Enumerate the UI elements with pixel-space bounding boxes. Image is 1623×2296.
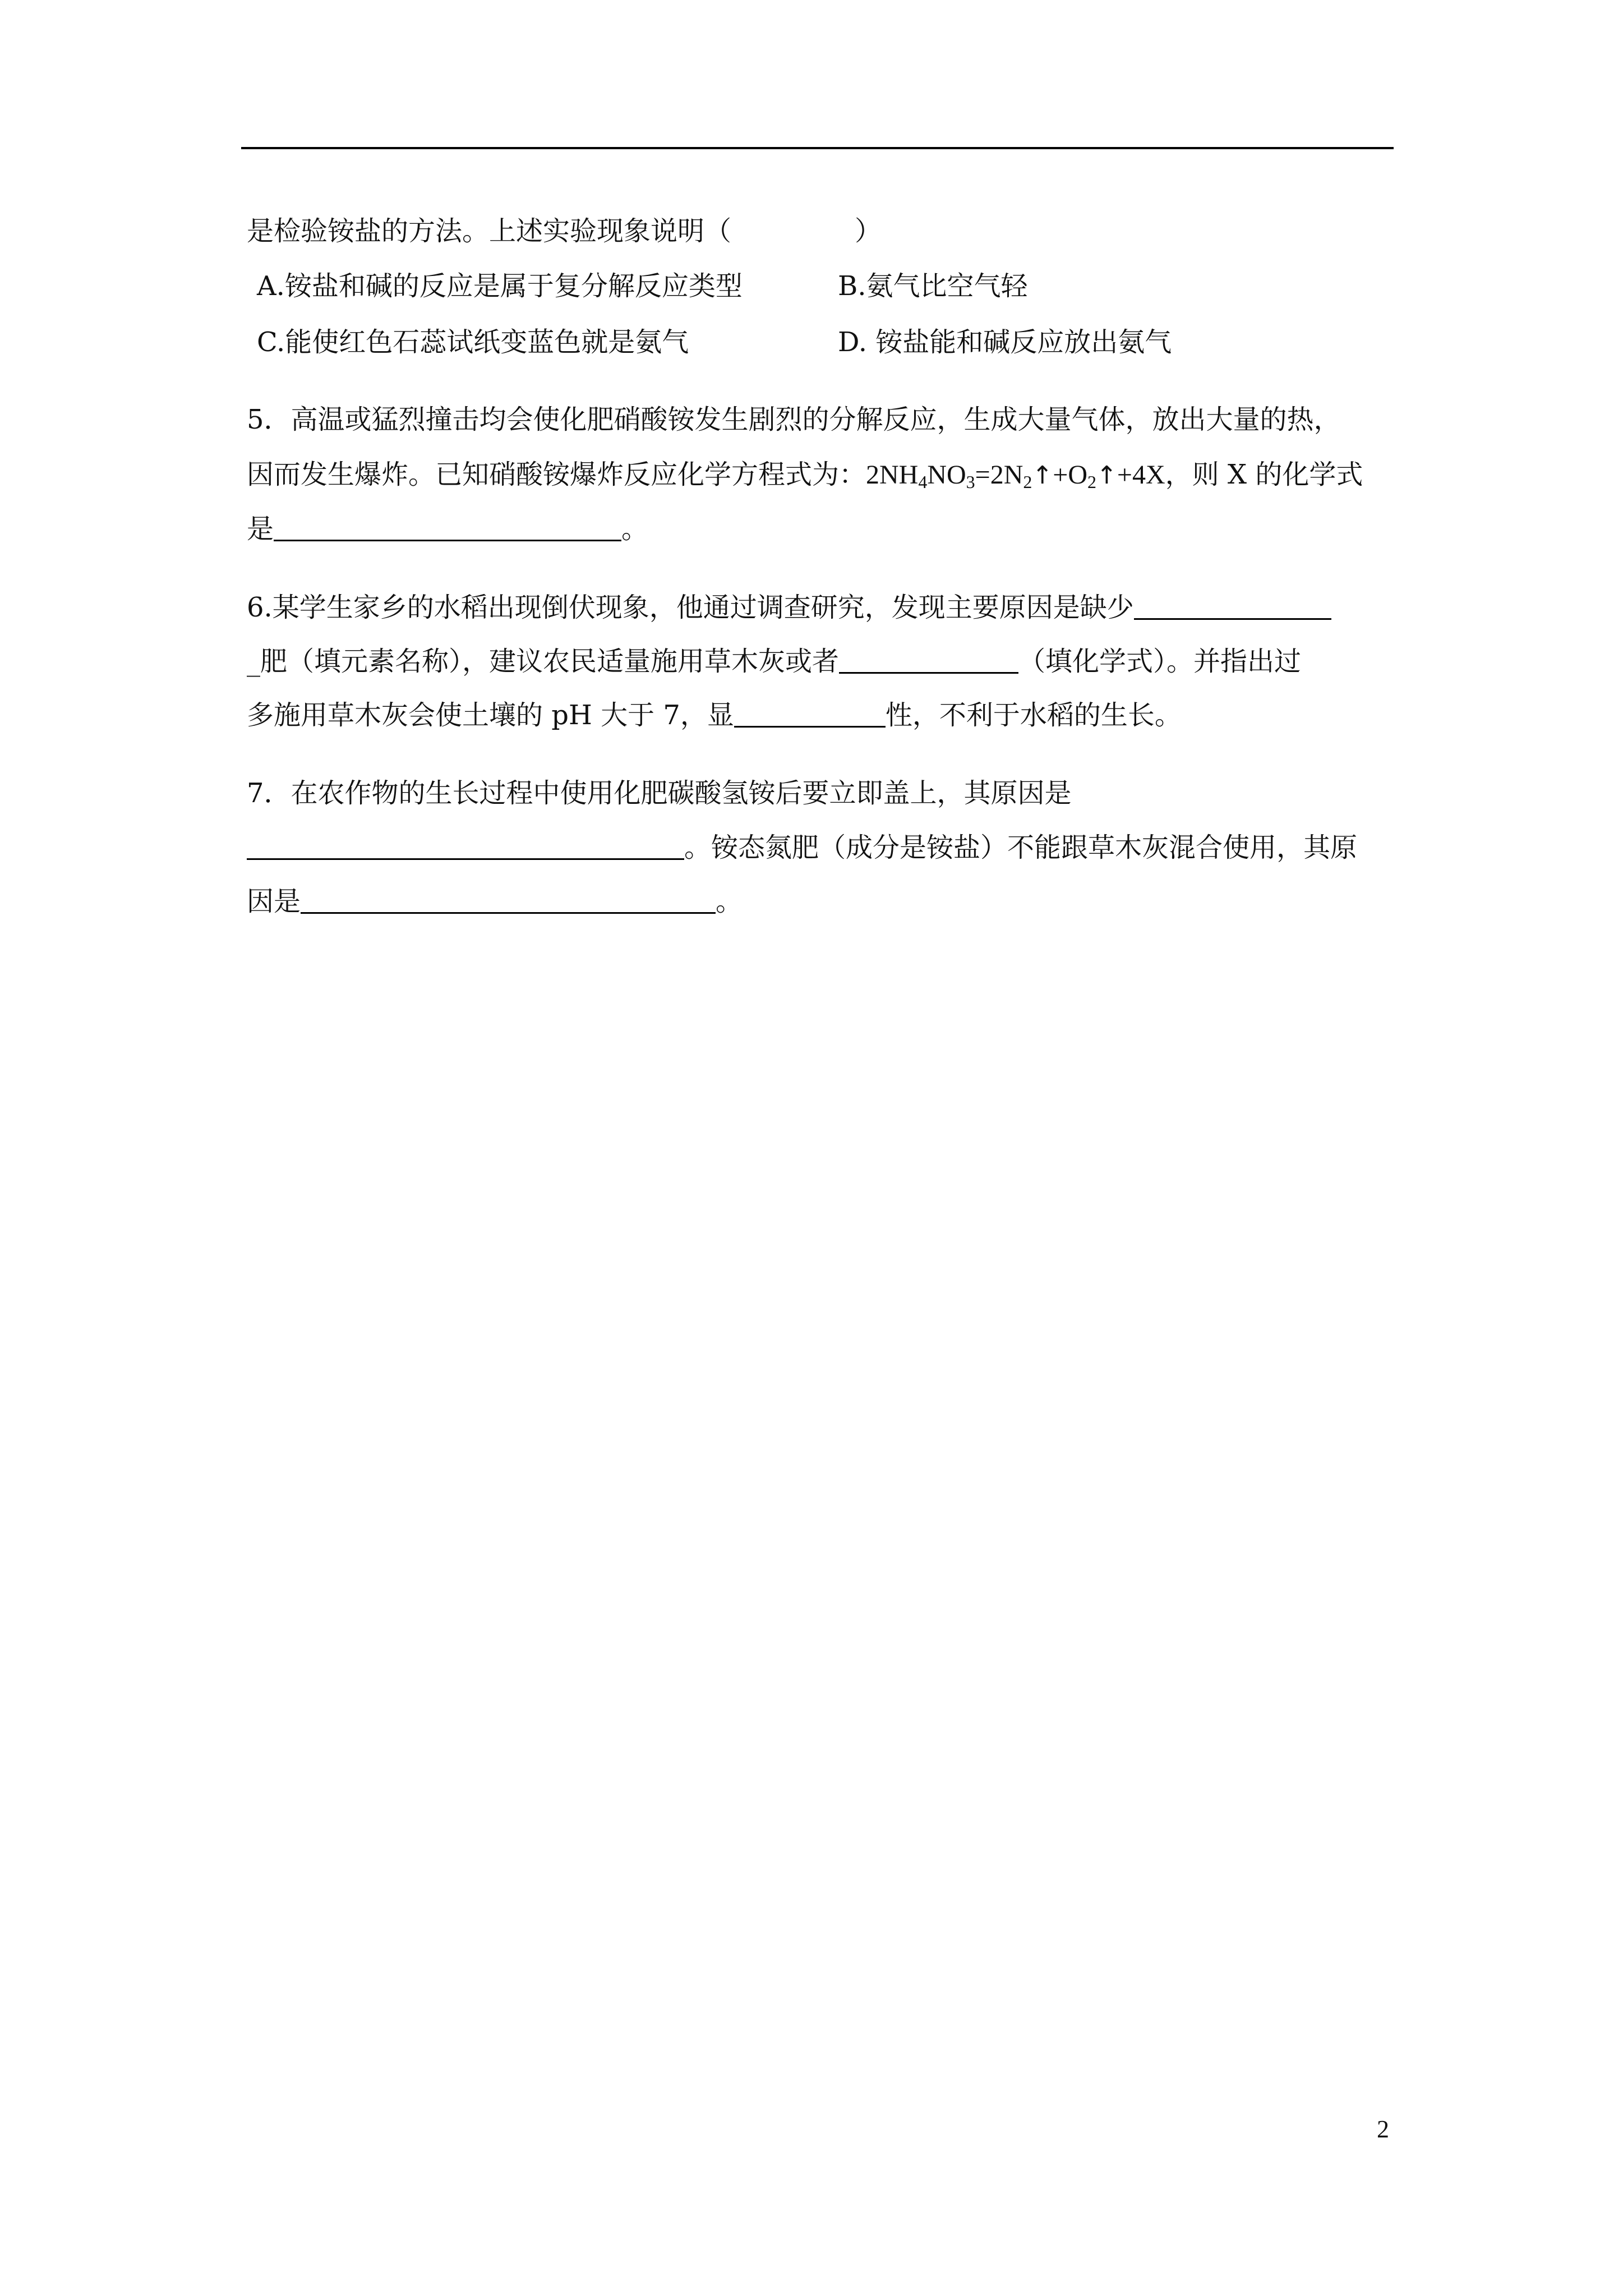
question5-line3-end: 。 <box>621 513 649 545</box>
question4-paren-close: ） <box>855 215 882 247</box>
question5-line3 <box>247 512 648 546</box>
question7-line1 <box>247 776 1072 810</box>
question5-answer-blank[interactable] <box>274 512 621 541</box>
question7-reason1-blank[interactable] <box>247 830 684 860</box>
page-number: 2 <box>1377 2115 1389 2143</box>
question4-intro-text: 是检验铵盐的方法。上述实验现象说明（ <box>247 215 732 247</box>
question4-options-row2b <box>838 325 1172 359</box>
question7-line3-end: 。 <box>716 886 743 917</box>
question6-formula-blank[interactable] <box>839 644 1018 674</box>
question4-intro <box>247 214 882 248</box>
question6-line3-b: 性，不利于水稻的生长。 <box>885 700 1182 731</box>
question4-options-row2 <box>257 325 689 359</box>
question5-line1-text: 5．高温或猛烈撞击均会使化肥硝酸铵发生剧烈的分解反应，生成大量气体，放出大量的热， <box>247 404 1341 435</box>
question6-line3-a: 多施用草木灰会使土壤的 pH 大于 7，显 <box>247 700 734 731</box>
question5-line1 <box>247 403 1341 436</box>
question6-line2-a: _肥（填元素名称），建议农民适量施用草木灰或者 <box>247 646 840 677</box>
question5-line2 <box>247 458 1363 499</box>
question6-line3 <box>247 698 1182 732</box>
question7-line3 <box>247 884 743 918</box>
header-rule <box>241 147 1394 149</box>
question6-line1-text: 6.某学生家乡的水稻出现倒伏现象，他通过调查研究，发现主要原因是缺少 <box>247 592 1134 623</box>
question4-answer-blank[interactable] <box>731 215 855 243</box>
question5-line2-text: 因而发生爆炸。已知硝酸铵爆炸反应化学方程式为： <box>247 459 866 490</box>
question5-line3-start: 是 <box>247 513 274 545</box>
question6-line1 <box>247 590 1331 624</box>
question4-options-row1 <box>257 269 743 303</box>
question7-reason2-blank[interactable] <box>301 884 716 914</box>
question7-line2-text: 。铵态氮肥（成分是铵盐）不能跟草木灰混合使用，其原 <box>684 832 1358 863</box>
question6-line2-b: （填化学式）。并指出过 <box>1018 646 1302 677</box>
question6-line2 <box>247 644 1301 678</box>
question5-line2-tail: ，则 X 的化学式 <box>1165 459 1363 490</box>
question4-option-a: A.铵盐和碱的反应是属于复分解反应类型 <box>257 270 743 302</box>
question4-option-d: D. 铵盐能和碱反应放出氨气 <box>838 326 1172 358</box>
question4-options-row1b <box>838 269 1028 303</box>
question7-line1-text: 7．在农作物的生长过程中使用化肥碳酸氢铵后要立即盖上，其原因是 <box>247 777 1072 809</box>
question7-line3-start: 因是 <box>247 886 301 917</box>
question6-property-blank[interactable] <box>734 698 886 728</box>
question4-option-c: C.能使红色石蕊试纸变蓝色就是氨气 <box>257 326 689 358</box>
question6-element-blank[interactable] <box>1134 590 1331 620</box>
question4-option-b: B.氨气比空气轻 <box>838 270 1028 302</box>
question5-equation: $2NH_4NO_3=2N_2↑+O_2↑+4X$ <box>866 460 1165 492</box>
question7-line2 <box>247 830 1357 864</box>
